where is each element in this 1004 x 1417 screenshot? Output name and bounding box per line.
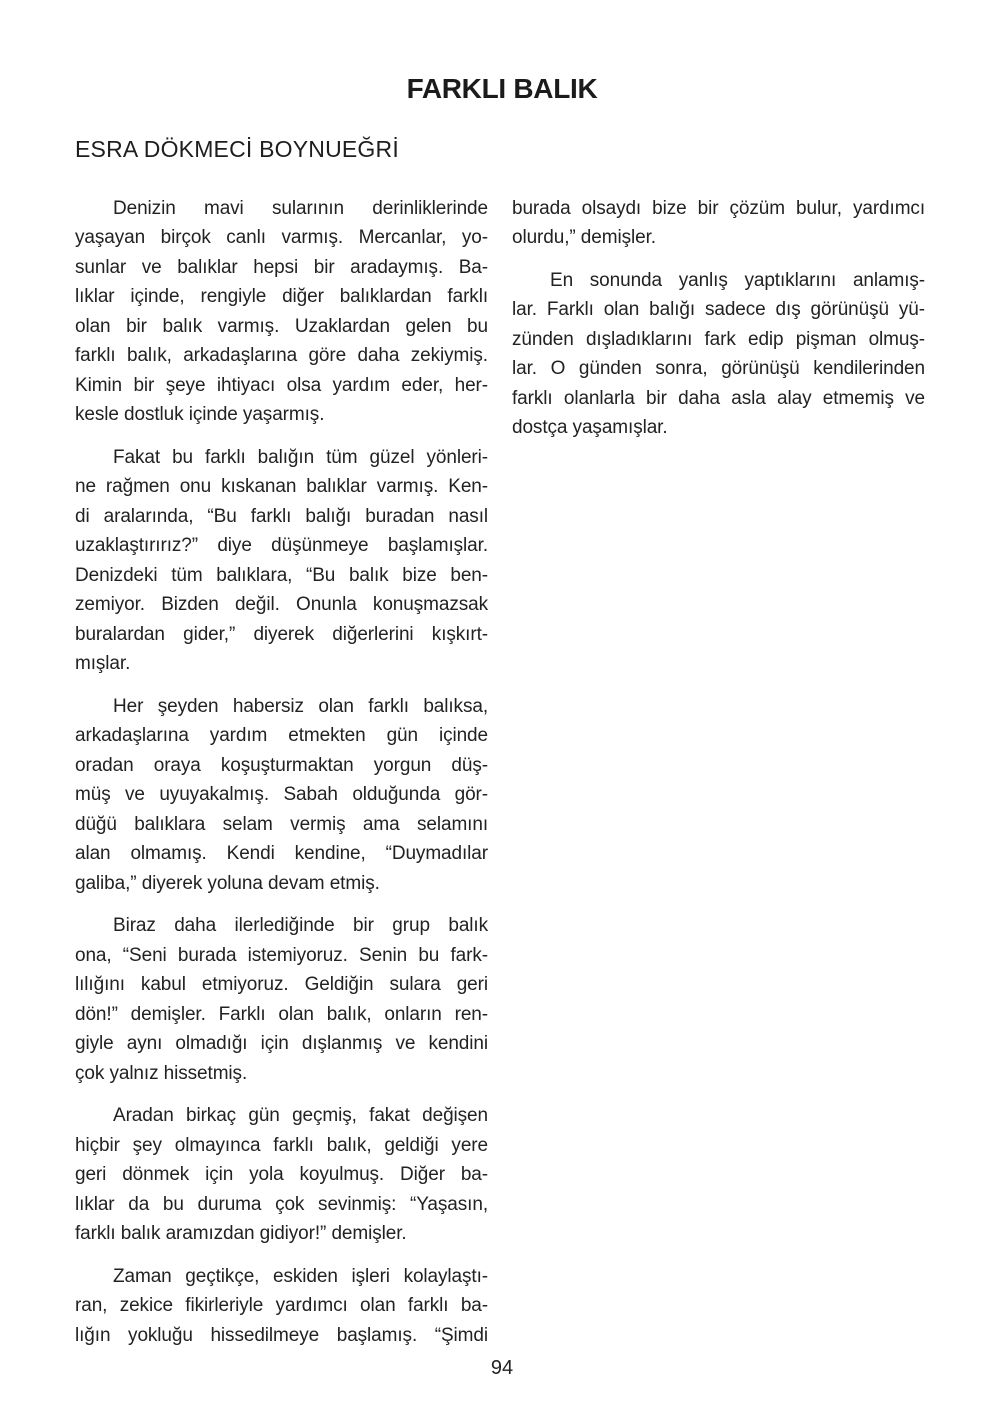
text-line: buralardan gider,” diyerek diğerlerini kışkırt- <box>75 623 488 645</box>
text-line: ran, zekice fikirleriyle yardımcı olan farklı ba- <box>75 1295 488 1317</box>
text-line: çok yalnız hissetmiş. <box>75 1062 248 1084</box>
text-line: oradan oraya koşuşturmaktan yorgun düş- <box>75 754 488 776</box>
text-line: ona, “Seni burada istemiyoruz. Senin bu fark- <box>75 944 488 966</box>
text-line: geri dönmek için yola koyulmuş. Diğer ba- <box>75 1164 488 1186</box>
text-line: düğü balıklara selam vermiş ama selamını <box>75 813 488 835</box>
page-number: 94 <box>490 1357 514 1379</box>
text-line: galiba,” diyerek yoluna devam etmiş. <box>75 872 380 894</box>
paragraph <box>75 692 488 899</box>
text-line: farklı balık, arkadaşlarına göre daha zekiymiş. <box>75 345 488 367</box>
text-line: hiçbir şey olmayınca farklı balık, geldiği yere <box>75 1134 488 1156</box>
text-line: lar. Farklı olan balığı sadece dış görünüşü yü- <box>512 299 925 321</box>
paragraph <box>512 194 925 253</box>
paragraph <box>75 443 488 679</box>
text-line: müş ve uyuyakalmış. Sabah olduğunda gör- <box>75 784 488 806</box>
text-line: lılığını kabul etmiyoruz. Geldiğin sulara geri <box>75 974 488 996</box>
text-line: sunlar ve balıklar hepsi bir aradaymış. Ba- <box>75 256 488 278</box>
text-line: Aradan birkaç gün geçmiş, fakat değişen <box>113 1105 488 1127</box>
text-line: En sonunda yanlış yaptıklarını anlamış- <box>550 269 925 291</box>
text-line: zemiyor. Bizden değil. Onunla konuşmazsak <box>75 594 488 616</box>
paragraph <box>512 266 925 443</box>
column-left <box>75 194 488 1364</box>
text-line: Biraz daha ilerlediğinde bir grup balık <box>113 915 488 937</box>
paragraph <box>75 911 488 1088</box>
text-line: lar. O günden sonra, görünüşü kendilerinden <box>512 358 925 380</box>
text-line: yaşayan birçok canlı varmış. Mercanlar, yo- <box>75 227 488 249</box>
text-line: ne rağmen onu kıskanan balıklar varmış. Ken- <box>75 476 488 498</box>
text-line: giyle aynı olmadığı için dışlanmış ve kendini <box>75 1033 488 1055</box>
text-line: arkadaşlarına yardım etmekten gün içinde <box>75 725 488 747</box>
text-line: Zaman geçtikçe, eskiden işleri kolaylaştı- <box>113 1265 488 1287</box>
two-column-layout <box>0 194 1004 1364</box>
text-line: farklı balık aramızdan gidiyor!” demişler. <box>75 1223 407 1245</box>
text-line: zünden dışladıklarını fark edip pişman olmuş- <box>512 328 925 350</box>
text-line: olan bir balık varmış. Uzaklardan gelen bu <box>75 315 488 337</box>
text-line: dostça yaşamışlar. <box>512 417 668 439</box>
paragraph <box>75 1101 488 1249</box>
paragraph <box>75 1262 488 1351</box>
text-line: olurdu,” demişler. <box>512 227 656 249</box>
page-title: FARKLI BALIK <box>406 73 598 104</box>
text-line: mışlar. <box>75 653 131 675</box>
text-line: dön!” demişler. Farklı olan balık, onların ren- <box>75 1003 488 1025</box>
text-line: lığın yokluğu hissedilmeye başlamış. “Şimdi <box>75 1324 488 1346</box>
text-line: lıklar içinde, rengiyle diğer balıklardan farklı <box>75 286 488 308</box>
author-name: ESRA DÖKMECİ BOYNUEĞRİ <box>75 135 399 162</box>
text-line: Fakat bu farklı balığın tüm güzel yönleri- <box>113 446 488 468</box>
text-line: di aralarında, “Bu farklı balığı buradan nasıl <box>75 505 488 527</box>
text-line: Denizin mavi sularının derinliklerinde <box>113 197 488 219</box>
text-line: Denizdeki tüm balıklara, “Bu balık bize ben- <box>75 564 488 586</box>
text-line: Her şeyden habersiz olan farklı balıksa, <box>113 695 488 717</box>
text-line: Kimin bir şeye ihtiyacı olsa yardım eder, her- <box>75 374 488 396</box>
text-line: alan olmamış. Kendi kendine, “Duymadılar <box>75 843 488 865</box>
text-line: lıklar da bu duruma çok sevinmiş: “Yaşasın, <box>75 1193 488 1215</box>
text-line: burada olsaydı bize bir çözüm bulur, yardımcı <box>512 197 925 219</box>
paragraph <box>75 194 488 430</box>
column-right <box>512 194 925 456</box>
text-line: farklı olanlarla bir daha asla alay etmemiş ve <box>512 387 925 409</box>
text-line: uzaklaştırırız?” diye düşünmeye başlamışlar. <box>75 535 488 557</box>
text-line: kesle dostluk içinde yaşarmış. <box>75 404 325 426</box>
